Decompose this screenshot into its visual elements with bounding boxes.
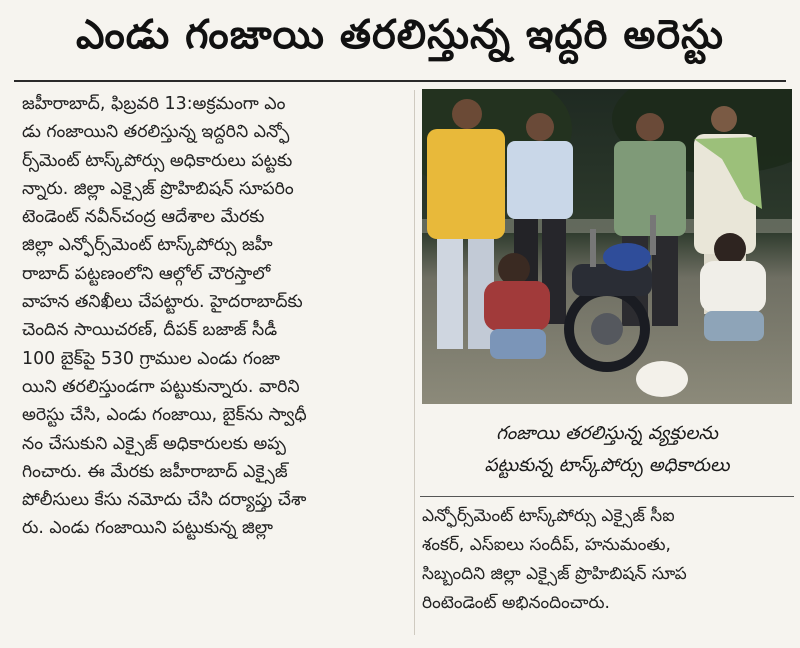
continuation-line: సిబ్బందిని జిల్లా ఎక్సైజ్ ప్రొహిబిషన్ సూప [422, 564, 687, 584]
continuation-line: ఎన్ఫోర్స్‌మెంట్ టాస్క్‌పోర్సు ఎక్సైజ్ సీఐ [422, 506, 675, 526]
body-line: న్నారు. జిల్లా ఎక్సైజ్ ప్రొహిబిషన్ సూపరిం [22, 178, 294, 199]
body-line: రు. ఎండు గంజాయిని పట్టుకున్న జిల్లా [22, 518, 273, 539]
body-line: టెండెంట్ నవీన్‌చంద్ర ఆదేశాల మేరకు [22, 207, 265, 228]
news-photo-officers-with-bike-icon [422, 89, 792, 404]
body-line: ర్స్‌మెంట్ టాస్క్‌పోర్సు అధికారులు పట్టకు [22, 150, 293, 171]
caption-line: పట్టుకున్న టాస్క్‌పోర్సు అధికారులు [484, 455, 730, 476]
photo-caption [422, 410, 792, 490]
article-body [22, 90, 410, 640]
body-line: జిల్లా ఎన్ఫోర్స్‌మెంట్ టాస్క్‌పోర్సు జహీ [22, 235, 273, 256]
body-line: జహీరాబాద్, ఫిబ్రవరి 13:అక్రమంగా ఎం [22, 94, 286, 114]
article-continuation [422, 502, 792, 642]
body-line: వాహన తనిఖీలు చేపట్టారు. హైదరాబాద్‌కు [22, 292, 303, 313]
caption-divider [420, 496, 794, 497]
news-photo [422, 89, 792, 404]
body-line: పోలీసులు కేసు నమోదు చేసి దర్యాప్తు చేశా [22, 490, 307, 511]
headline-divider [14, 80, 786, 82]
body-line: డు గంజాయిని తరలిస్తున్న ఇద్దరిని ఎన్ఫో [22, 122, 290, 143]
column-rule [414, 90, 415, 635]
headline: ఎండు గంజాయి తరలిస్తున్న ఇద్దరి అరెస్టు [76, 12, 724, 58]
body-line: గించారు. ఈ మేరకు జహీరాబాద్ ఎక్సైజ్ [22, 461, 288, 482]
body-line: యిని తరలిస్తుండగా పట్టుకున్నారు. వారిని [22, 376, 300, 397]
caption-line: గంజాయి తరలిస్తున్న వ్యక్తులను [496, 423, 718, 444]
continuation-line: శంకర్, ఎస్ఐలు సందీప్, హనుమంతు, [422, 535, 671, 555]
body-line: చెందిన సాయిచరణ్, దీపక్ బజాజ్ సీడీ [22, 320, 278, 341]
body-line: అరెస్టు చేసి, ఎండు గంజాయి, బైక్‌ను స్వాధీ [22, 405, 307, 426]
body-line: రాబాద్ పట్టణంలోని ఆల్గోల్ చౌరస్తాలో [22, 263, 271, 284]
body-line: 100 బైక్‌పై 530 గ్రాముల ఎండు గంజా [22, 348, 280, 369]
body-line: నం చేసుకుని ఎక్సైజ్ అధికారులకు అప్ప [22, 433, 286, 454]
continuation-line: రింటెండెంట్ అభినందించారు. [422, 593, 610, 613]
